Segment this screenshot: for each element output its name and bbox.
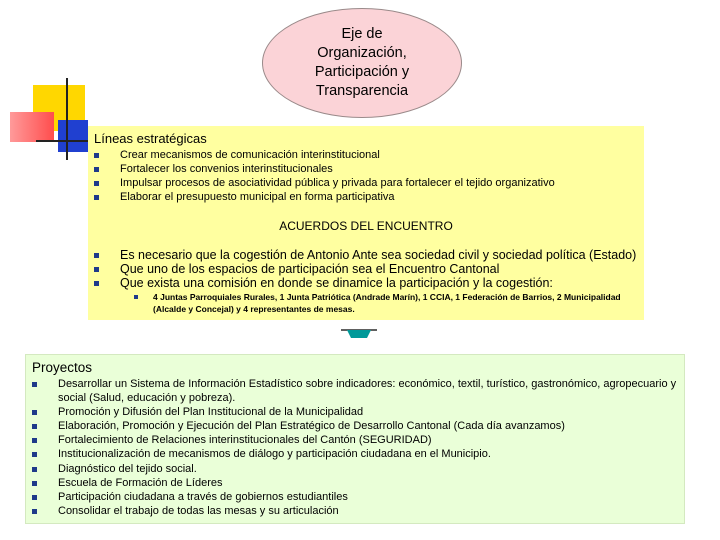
- lineas-list: [94, 148, 555, 204]
- eje-title: Eje de Organización, Participación y Transparencia: [314, 26, 410, 99]
- bullet-icon: [94, 281, 99, 286]
- proyectos-list: [32, 377, 680, 518]
- list-item: Consolidar el trabajo de todas las mesas y su articulación: [32, 504, 680, 518]
- list-item: Que uno de los espacios de participación sea el Encuentro Cantonal: [94, 262, 654, 276]
- list-item: Fortalecimiento de Relaciones interinstitucionales del Cantón (SEGURIDAD): [32, 433, 680, 447]
- bullet-icon: [32, 481, 37, 486]
- list-item: Crear mecanismos de comunicación interinstitucional: [94, 148, 555, 162]
- list-item: Que exista una comisión en donde se dinamice la participación y la cogestión:: [94, 276, 654, 290]
- logo-red-square: [10, 112, 54, 142]
- bullet-icon: [94, 253, 99, 258]
- bullet-icon: [94, 181, 99, 186]
- list-item: Participación ciudadana a través de gobiernos estudiantiles: [32, 490, 680, 504]
- list-item: 4 Juntas Parroquiales Rurales, 1 Junta Patriótica (Andrade Marín), 1 CCIA, 1 Federación de Barrios, 2 Municipalidad (Alcalde y Concejal) y 4 representantes de mesas.: [134, 291, 654, 315]
- bullet-icon: [32, 509, 37, 514]
- list-item: Promoción y Difusión del Plan Institucional de la Municipalidad: [32, 405, 680, 419]
- bullet-icon: [32, 452, 37, 457]
- bullet-icon: [94, 195, 99, 200]
- acuerdos-sub-list: [134, 291, 654, 315]
- list-item: Institucionalización de mecanismos de diálogo y participación ciudadana en el Municipio.: [32, 447, 680, 461]
- bullet-icon: [32, 410, 37, 415]
- logo-vertical-line: [66, 78, 68, 160]
- acuerdos-list: [94, 248, 654, 290]
- list-item: Es necesario que la cogestión de Antonio Ante sea sociedad civil y sociedad política (Estado): [94, 248, 654, 262]
- connector-icon: [339, 326, 379, 340]
- bullet-icon: [94, 153, 99, 158]
- list-item: Elaboración, Promoción y Ejecución del Plan Estratégico de Desarrollo Cantonal (Cada día avanzamos): [32, 419, 680, 433]
- list-item: Desarrollar un Sistema de Información Estadístico sobre indicadores: económico, textil, turístico, gastronómico, agropecuario y social (Salud, educación y pobreza).: [32, 377, 680, 405]
- list-item: Impulsar procesos de asociatividad pública y privada para fortalecer el tejido organizativo: [94, 176, 555, 190]
- list-item: Escuela de Formación de Líderes: [32, 476, 680, 490]
- bullet-icon: [32, 495, 37, 500]
- eje-title-ellipse: [262, 8, 462, 118]
- bullet-icon: [32, 467, 37, 472]
- logo-horizontal-line: [36, 140, 96, 142]
- list-item: Diagnóstico del tejido social.: [32, 462, 680, 476]
- bullet-icon: [94, 167, 99, 172]
- bullet-icon: [32, 438, 37, 443]
- bullet-icon: [134, 295, 138, 299]
- list-item: Elaborar el presupuesto municipal en forma participativa: [94, 190, 555, 204]
- proyectos-title: Proyectos: [32, 360, 93, 375]
- lineas-title: Líneas estratégicas: [94, 131, 207, 146]
- bullet-icon: [32, 424, 37, 429]
- bullet-icon: [94, 267, 99, 272]
- bullet-icon: [32, 382, 37, 387]
- logo-blue-square: [58, 120, 88, 152]
- acuerdos-title: ACUERDOS DEL ENCUENTRO: [279, 219, 453, 233]
- list-item: Fortalecer los convenios interinstitucionales: [94, 162, 555, 176]
